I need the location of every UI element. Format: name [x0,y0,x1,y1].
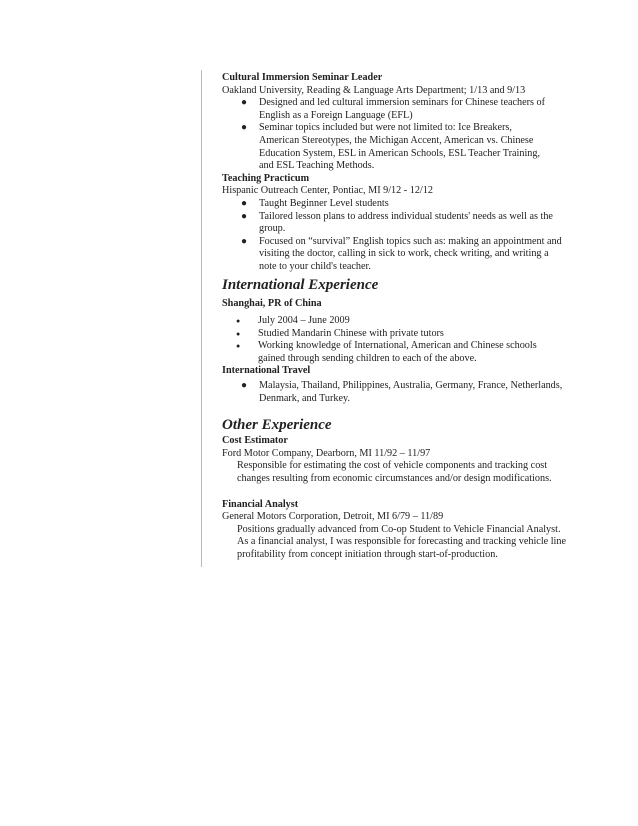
list-item: ● Tailored lesson plans to address individual students' needs as well as the group. [241,210,553,235]
list-item: ● Designed and led cultural immersion seminars for Chinese teachers of English as a Foreign Language (EFL) [241,97,546,121]
job-organization: General Motors Corporation, Detroit, MI 6/79 – 11/89 [222,511,444,523]
list-item: ● Studied Mandarin Chinese with private tutors [236,327,444,339]
list-item: ● Seminar topics included but were not limited to: Ice Breakers, American Stereotypes, the Michigan Accent, American vs. Chinese Education System, ESL in American Schools, ESL Teacher Training, and ESL Teaching Methods. [241,122,541,172]
job-title: Cost Estimator [222,435,288,447]
bullet-icon: ● [241,380,248,392]
bullet-icon: ● [236,329,241,338]
job-title: Cultural Immersion Seminar Leader [222,72,383,83]
section-heading: International Experience [222,276,379,293]
list-item: ● Taught Beginner Level students [241,197,389,209]
list-item: ● Malaysia, Thailand, Philippines, Australia, Germany, France, Netherlands, Denmark, and Turkey. [241,380,563,404]
bullet-icon: ● [241,97,248,109]
bullet-icon: ● [241,122,248,134]
list-item: ● Focused on “survival” English topics such as: making an appointment and visiting the doctor, calling in sick to work, check writing, and writing a note to your child's teacher. [241,235,562,272]
resume-page [222,72,582,562]
travel-bullets [222,380,567,405]
bullet-icon: ● [236,342,241,351]
job-description: Positions gradually advanced from Co-op Student to Vehicle Financial Analyst. As a financial analyst, I was responsible for forecasting and tracking vehicle line profitability from concept initiation through start-of-production. [237,523,566,560]
job-organization: Oakland University, Reading & Language Arts Department; 1/13 and 9/13 [222,84,526,96]
job-title: International Travel [222,365,311,377]
bullet-icon: ● [236,317,241,326]
job-title: Teaching Practicum [222,172,310,184]
job-organization: Ford Motor Company, Dearborn, MI 11/92 – 11/97 [222,447,431,459]
bullet-icon: ● [241,197,248,209]
international-bullets [222,315,562,365]
bullet-icon: ● [241,210,248,222]
list-item: ● Working knowledge of International, American and Chinese schools gained through sending children to each of the above. [236,340,537,364]
left-margin-rule [201,70,202,567]
job-bullets [222,198,562,274]
job-bullets [222,97,552,173]
section-heading: Other Experience [222,417,332,434]
job-description: Responsible for estimating the cost of vehicle components and tracking cost changes resulting from economic circumstances and/or design modifications. [237,460,552,485]
location-title: Shanghai, PR of China [222,297,322,309]
job-title: Financial Analyst [222,498,299,510]
job-organization: Hispanic Outreach Center, Pontiac, MI 9/12 - 12/12 [222,185,433,197]
list-item: ● July 2004 – June 2009 [236,315,350,327]
bullet-icon: ● [241,235,248,247]
